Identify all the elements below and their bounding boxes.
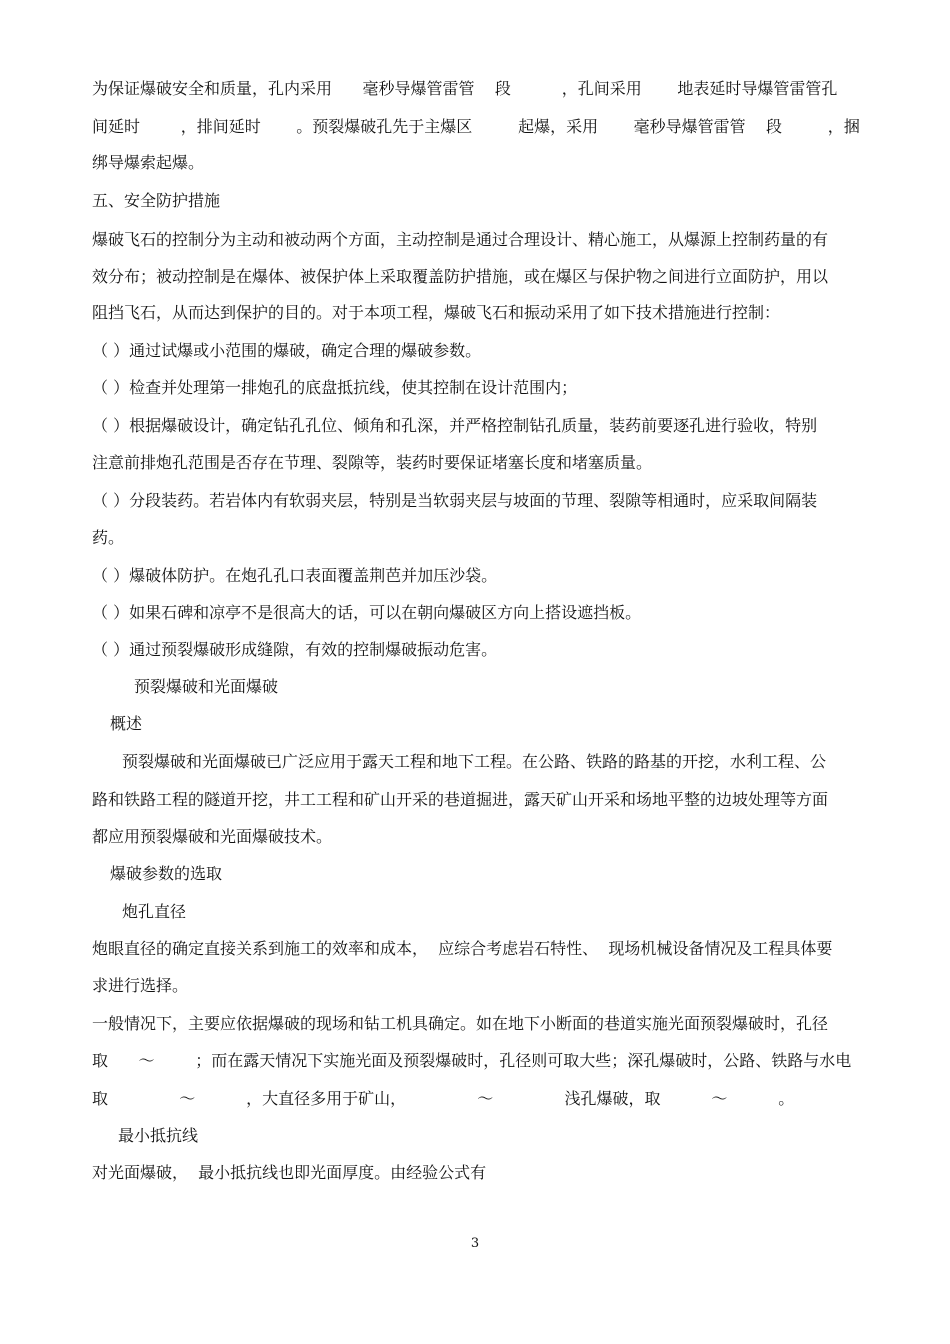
subsection-heading: 概述 <box>110 714 143 733</box>
list-item: （ ）爆破体防护。在炮孔孔口表面覆盖荆芭并加压沙袋。 <box>92 566 498 585</box>
paragraph-line: 间延时 ，排间延时 。预裂爆破孔先于主爆区 起爆，采用 毫秒导爆管雷管 段 ，捆 <box>92 117 860 136</box>
subsection-heading: 最小抵抗线 <box>118 1126 199 1145</box>
page-number: 3 <box>470 1236 480 1251</box>
paragraph-line: 爆破飞石的控制分为主动和被动两个方面，主动控制是通过合理设计、精心施工，从爆源上控制药量的有 <box>92 230 829 249</box>
list-item: （ ）分段装药。若岩体内有软弱夹层，特别是当软弱夹层与坡面的节理、裂隙等相通时，应采取间隔装 <box>92 491 818 510</box>
paragraph-line: 阻挡飞石，从而达到保护的目的。对于本项工程，爆破飞石和振动采用了如下技术措施进行控制： <box>92 303 781 322</box>
list-item: （ ）检查并处理第一排炮孔的底盘抵抗线，使其控制在设计范围内； <box>92 378 578 397</box>
section-heading: 五、安全防护措施 <box>92 191 221 210</box>
list-item: （ ）通过试爆或小范围的爆破，确定合理的爆破参数。 <box>92 341 482 360</box>
list-item-continuation: 药。 <box>92 528 125 547</box>
paragraph-line: 炮眼直径的确定直接关系到施工的效率和成本， 应综合考虑岩石特性、 现场机械设备情况及工程具体要 <box>92 939 833 958</box>
paragraph-line: 取 ～ ；而在露天情况下实施光面及预裂爆破时，孔径则可取大些；深孔爆破时，公路、铁路与水电 <box>92 1051 852 1070</box>
paragraph-line: 预裂爆破和光面爆破已广泛应用于露天工程和地下工程。在公路、铁路的路基的开挖，水利工程、公 <box>122 752 827 771</box>
subsection-heading: 炮孔直径 <box>122 902 187 921</box>
paragraph-line: 绑导爆索起爆。 <box>92 153 205 172</box>
paragraph-line: 路和铁路工程的隧道开挖，井工工程和矿山开采的巷道掘进，露天矿山开采和场地平整的边坡处理等方面 <box>92 790 829 809</box>
paragraph-line: 都应用预裂爆破和光面爆破技术。 <box>92 827 333 846</box>
list-item: （ ）根据爆破设计，确定钻孔孔位、倾角和孔深，并严格控制钻孔质量，装药前要逐孔进行验收，特别 <box>92 416 818 435</box>
paragraph-line: 为保证爆破安全和质量，孔内采用 毫秒导爆管雷管 段 ，孔间采用 地表延时导爆管雷管孔 <box>92 79 838 98</box>
subsection-heading: 爆破参数的选取 <box>110 864 223 883</box>
list-item: （ ）通过预裂爆破形成缝隙，有效的控制爆破振动危害。 <box>92 640 498 659</box>
section-heading: 预裂爆破和光面爆破 <box>134 677 279 696</box>
paragraph-line: 取 ～ ，大直径多用于矿山， ～ 浅孔爆破，取 ～ 。 <box>92 1089 795 1108</box>
paragraph-line: 对光面爆破， 最小抵抗线也即光面厚度。由经验公式有 <box>92 1163 487 1182</box>
list-item-continuation: 注意前排炮孔范围是否存在节理、裂隙等，装药时要保证堵塞长度和堵塞质量。 <box>92 453 653 472</box>
paragraph-line: 求进行选择。 <box>92 976 189 995</box>
paragraph-line: 一般情况下，主要应依据爆破的现场和钻工机具确定。如在地下小断面的巷道实施光面预裂爆破时，孔径 <box>92 1014 829 1033</box>
paragraph-line: 效分布；被动控制是在爆体、被保护体上采取覆盖防护措施，或在爆区与保护物之间进行立面防护，用以 <box>92 267 829 286</box>
list-item: （ ）如果石碑和凉亭不是很高大的话，可以在朝向爆破区方向上搭设遮挡板。 <box>92 603 642 622</box>
